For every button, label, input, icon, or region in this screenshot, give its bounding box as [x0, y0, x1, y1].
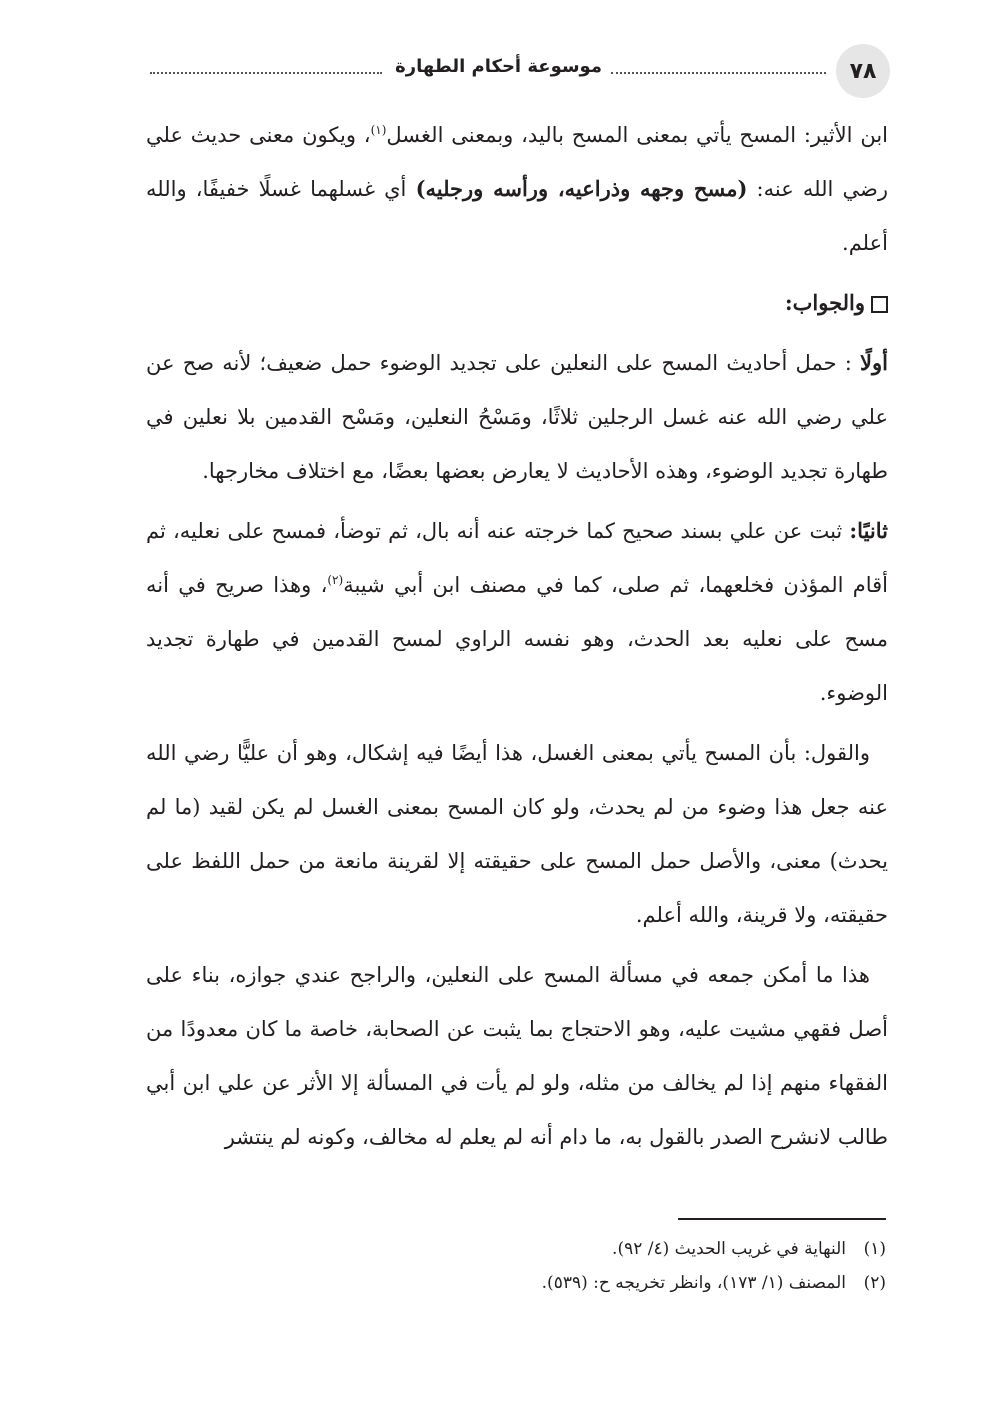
footnote-ref-2[interactable]: (٢): [327, 573, 344, 587]
paragraph-1-text-c: أي غسلهما غسلًا خفيفًا، والله أعلم.: [146, 177, 888, 255]
footnote-1-text: النهاية في غريب الحديث (٤/ ٩٢).: [612, 1239, 846, 1259]
footnotes: [186, 1232, 886, 1300]
paragraph-5: هذا ما أمكن جمعه في مسألة المسح على النعلين، والراجح عندي جوازه، بناء على أصل فقهي مشيت عليه، وهو الاحتجاج بما يثبت عن الصحابة، خاصة ما كان معدودًا من الفقهاء منهم إذا لم يخالف من مثله، ولو لم يأت في المسألة إلا الأثر عن علي ابن أبي طالب لانشرح الصدر بالقول به، ما دام أنه لم يعلم له مخالف، وكونه لم ينتشر: [146, 963, 888, 1149]
paragraph-3-text-b: ، وهذا صريح في أنه مسح على نعليه بعد الحدث، وهو نفسه الراوي لمسح القدمين في طهارة تجديد الوضوء.: [146, 573, 888, 705]
paragraph-1: [146, 108, 888, 270]
paragraph-2-lead: أولًا: [860, 350, 888, 375]
page-header: [140, 44, 890, 100]
footnote-1: [186, 1232, 886, 1266]
paragraph-1-text-a: ابن الأثير: المسح يأتي بمعنى المسح باليد، وبمعنى الغسل: [386, 123, 888, 147]
page-number: ٧٨: [836, 44, 890, 98]
paragraph-3-text-a: ثبت عن علي بسند صحيح كما خرجته عنه أنه بال، ثم توضأ، فمسح على نعليه، ثم أقام المؤذن فخلعهما، ثم صلى، كما في مصنف ابن أبي شيبة: [146, 519, 888, 597]
answer-heading: [146, 276, 888, 330]
paragraph-2: [146, 336, 888, 498]
footnote-1-number: (١): [863, 1239, 886, 1259]
paragraph-3-lead: ثانيًا:: [849, 518, 888, 543]
book-title: موسوعة أحكام الطهارة: [395, 56, 602, 77]
paragraph-2-text: : حمل أحاديث المسح على النعلين على تجديد الوضوء حمل ضعيف؛ لأنه صح عن علي رضي الله عنه غسل الرجلين ثلاثًا، ومَسْحُ النعلين، ومَسْح القدمين بلا نعلين في طهارة تجديد الوضوء، وهذه الأحاديث لا يعارض بعضها بعضًا، مع اختلاف مخارجها.: [146, 351, 888, 483]
header-dotted-rule-right: [611, 72, 826, 74]
paragraph-3: [146, 504, 888, 720]
answer-heading-text: والجواب:: [784, 290, 865, 315]
footnote-2: [186, 1266, 886, 1300]
footnote-2-text: المصنف (١/ ١٧٣)، وانظر تخريجه ح: (٥٣٩).: [541, 1273, 846, 1293]
square-bullet-icon: [871, 296, 888, 313]
footnote-2-number: (٢): [863, 1273, 886, 1293]
main-text: [146, 108, 888, 1170]
paragraph-1-text-b: ، ويكون معنى حديث علي رضي الله عنه:: [146, 123, 889, 201]
paragraph-4: والقول: بأن المسح يأتي بمعنى الغسل، هذا أيضًا فيه إشكال، وهو أن عليًّا رضي الله عنه جعل هذا وضوء من لم يحدث، ولو كان المسح بمعنى الغسل لم يكن لقيد (ما لم يحدث) معنى، والأصل حمل المسح على حقيقته إلا لقرينة مانعة من حمل اللفظ على حقيقته، ولا قرينة، والله أعلم.: [146, 741, 888, 927]
hadith-quote: (مسح وجهه وذراعيه، ورأسه ورجليه): [415, 176, 748, 201]
footnote-ref-1[interactable]: (١): [370, 123, 387, 137]
header-dotted-rule-left: [150, 72, 382, 74]
footnote-separator: [678, 1218, 886, 1220]
